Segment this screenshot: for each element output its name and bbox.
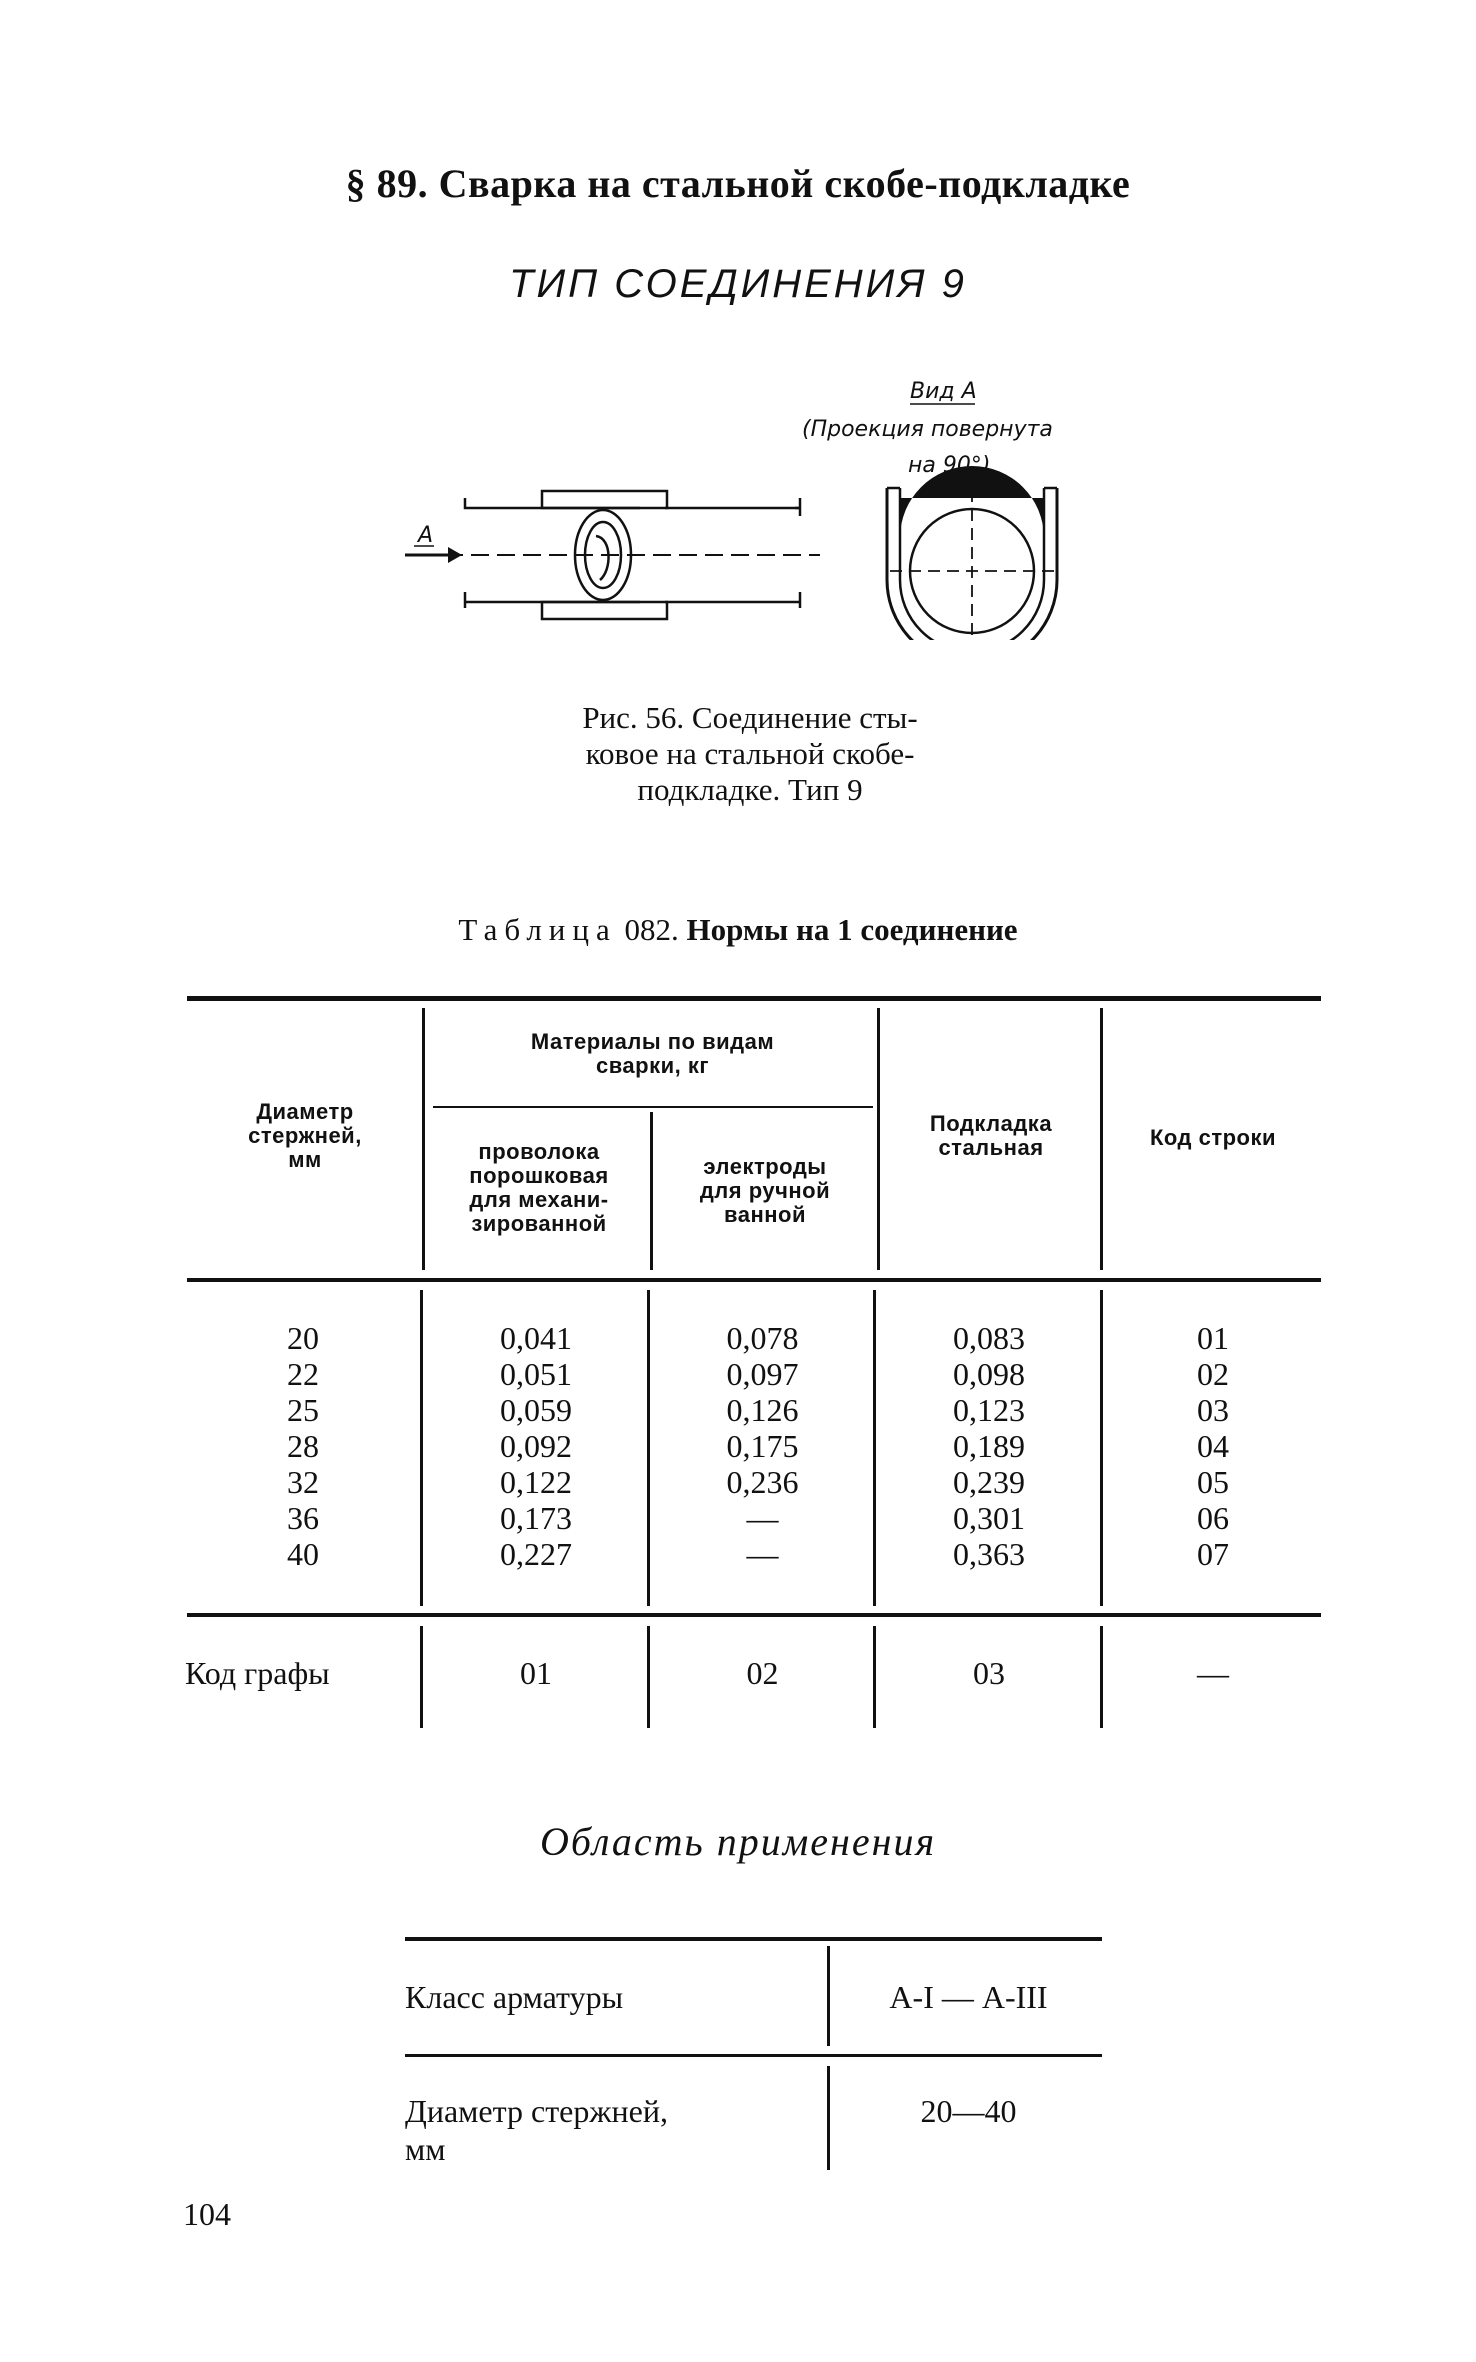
- column-separator: [1100, 1290, 1103, 1606]
- table-cell: 0,363: [953, 1536, 1025, 1572]
- scope-middle-rule: [405, 2054, 1102, 2057]
- table-caption-number: 082.: [624, 912, 679, 947]
- header-materials-group: [430, 1030, 875, 1078]
- table-caption-text: Нормы на 1 соединение: [686, 912, 1018, 947]
- table-cell: 05: [1197, 1464, 1229, 1500]
- materials-group-rule: [433, 1106, 873, 1108]
- column-separator: [1100, 1008, 1103, 1270]
- scope-value-reinforcement-class: А-I — А-III: [889, 1979, 1048, 2015]
- header-line: Материалы по видам: [530, 1029, 775, 1054]
- table-cell: 28: [287, 1428, 319, 1464]
- table-cell: 25: [287, 1392, 319, 1428]
- table-caption-word: Таблица: [458, 912, 617, 947]
- table-cell: —: [746, 1500, 779, 1536]
- column-separator: [873, 1626, 876, 1728]
- data-bottom-rule: [187, 1613, 1321, 1617]
- caption-line: Рис. 56. Соединение сты-: [582, 700, 918, 735]
- projection-note-line2: на 90°): [908, 453, 991, 478]
- projection-note-line1: (Проекция повернута: [802, 417, 1053, 442]
- table-cell: 0,189: [953, 1428, 1025, 1464]
- header-line: электроды: [703, 1154, 827, 1179]
- column-separator: [422, 1008, 425, 1270]
- column-separator: [877, 1008, 880, 1270]
- graph-code-cell: 02: [746, 1655, 779, 1691]
- table-cell: 0,227: [500, 1536, 572, 1572]
- caption-line: ковое на стальной скобе-: [585, 736, 915, 771]
- table-cell: 04: [1197, 1428, 1229, 1464]
- scope-column-separator: [827, 2066, 830, 2170]
- graph-code-cell: 01: [520, 1655, 552, 1691]
- header-bottom-rule: [187, 1278, 1321, 1282]
- table-cell: 0,098: [953, 1356, 1025, 1392]
- graph-code-cell: 03: [973, 1655, 1005, 1691]
- header-backing: [882, 1112, 1100, 1160]
- table-cell: 20: [287, 1320, 319, 1356]
- table-cell: 0,083: [953, 1320, 1025, 1356]
- table-cell: 0,051: [500, 1356, 572, 1392]
- header-line: мм: [288, 1147, 322, 1172]
- table-cell: 0,301: [953, 1500, 1025, 1536]
- scope-label-line: мм: [405, 2131, 446, 2167]
- scope-label-reinforcement-class: Класс арматуры: [405, 1979, 624, 2015]
- scope-top-rule: [405, 1937, 1102, 1941]
- table-cell: 0,041: [500, 1320, 572, 1356]
- table-caption: [0, 912, 1476, 948]
- header-line: порошковая: [469, 1163, 609, 1188]
- caption-line: подкладке. Тип 9: [637, 772, 863, 807]
- header-line: ванной: [723, 1202, 806, 1227]
- header-line: проволока: [478, 1139, 600, 1164]
- table-cell: 0,078: [726, 1320, 799, 1356]
- table-cell: 0,123: [953, 1392, 1025, 1428]
- scope-label-rod-diameter: [405, 2092, 668, 2168]
- table-cell: 07: [1197, 1536, 1229, 1572]
- table-cell: 0,236: [726, 1464, 799, 1500]
- table-cell: 01: [1197, 1320, 1229, 1356]
- column-diameter: [190, 1320, 416, 1572]
- section-title: § 89. Сварка на стальной скобе-подкладке: [345, 161, 1131, 206]
- table-cell: 0,239: [953, 1464, 1025, 1500]
- column-backing: [878, 1320, 1100, 1572]
- column-separator: [873, 1290, 876, 1606]
- table-cell: —: [746, 1536, 779, 1572]
- table-cell: 0,126: [726, 1392, 799, 1428]
- header-row-code: Код строки: [1149, 1125, 1277, 1150]
- graph-code-label: Код графы: [185, 1655, 330, 1691]
- table-cell: 0,059: [500, 1392, 572, 1428]
- header-line: стальная: [938, 1135, 1044, 1160]
- table-cell: 03: [1197, 1392, 1229, 1428]
- column-separator: [1100, 1626, 1103, 1728]
- figure-56-drawing: [390, 370, 1110, 640]
- table-cell: 36: [287, 1500, 319, 1536]
- graph-code-cell: —: [1197, 1655, 1229, 1691]
- column-separator: [650, 1112, 653, 1270]
- header-line: стержней,: [248, 1123, 362, 1148]
- table-cell: 06: [1197, 1500, 1229, 1536]
- table-cell: 02: [1197, 1356, 1229, 1392]
- header-line: Подкладка: [929, 1111, 1053, 1136]
- column-separator: [647, 1626, 650, 1728]
- header-line: зированной: [471, 1211, 607, 1236]
- column-wire: [425, 1320, 647, 1572]
- column-electrodes: [652, 1320, 873, 1572]
- scope-label-line: Диаметр стержней,: [405, 2093, 668, 2129]
- header-line: для механи-: [469, 1187, 609, 1212]
- table-cell: 22: [287, 1356, 319, 1392]
- header-diameter: [190, 1100, 420, 1172]
- table-cell: 0,097: [726, 1356, 799, 1392]
- table-cell: 40: [287, 1536, 319, 1572]
- table-top-rule: [187, 996, 1321, 1001]
- scope-column-separator: [827, 1946, 830, 2046]
- header-wire: [428, 1140, 650, 1236]
- view-label: Вид А: [910, 379, 977, 404]
- header-electrodes: [655, 1155, 875, 1227]
- header-line: для ручной: [699, 1178, 831, 1203]
- table-cell: 0,173: [500, 1500, 572, 1536]
- arrow-label: А: [418, 523, 434, 548]
- connection-type-title: ТИП СОЕДИНЕНИЯ 9: [509, 262, 967, 306]
- column-separator: [420, 1626, 423, 1728]
- table-cell: 0,092: [500, 1428, 572, 1464]
- header-line: сварки, кг: [595, 1053, 710, 1078]
- header-line: Диаметр: [256, 1099, 354, 1124]
- column-separator: [420, 1290, 423, 1606]
- table-cell: 32: [287, 1464, 319, 1500]
- scope-title: Область применения: [539, 1819, 937, 1864]
- table-cell: 0,122: [500, 1464, 572, 1500]
- figure-caption: [530, 700, 970, 808]
- table-cell: 0,175: [726, 1428, 799, 1464]
- column-row-code: [1105, 1320, 1321, 1572]
- column-separator: [647, 1290, 650, 1606]
- scope-value-rod-diameter: 20—40: [920, 2093, 1017, 2129]
- page-number: 104: [183, 2196, 231, 2232]
